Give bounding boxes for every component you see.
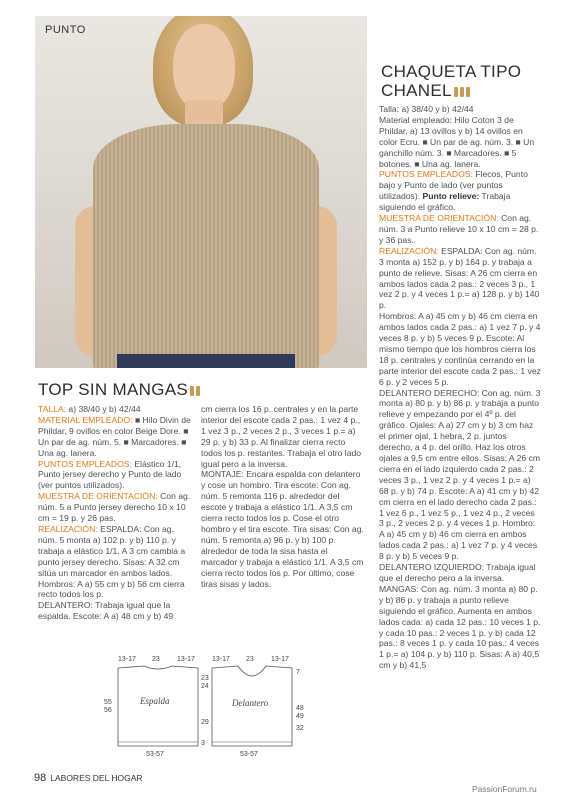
espalda-dim-h23: 23 — [201, 675, 209, 682]
delantero-label: Delantero — [232, 698, 269, 708]
chanel-muestra — [379, 213, 541, 246]
delantero-dim-h48: 48 — [296, 705, 304, 712]
top-muestra — [38, 491, 193, 524]
delantero-dim-top-mid: 23 — [246, 656, 254, 663]
chanel-instructions — [379, 104, 541, 671]
delantero-dim-h32: 32 — [296, 725, 304, 732]
top-delantero: DELANTERO: Trabaja igual que la espalda. Escote: A a) 48 cm y b) 49 — [38, 600, 174, 622]
chanel-title-line2: CHANEL — [381, 81, 452, 100]
espalda-dim-top-left: 13-17 — [118, 656, 136, 663]
top-talla-label: TALLA: — [38, 404, 67, 414]
yarn-icon — [190, 386, 194, 396]
page-number: 98 — [34, 772, 47, 784]
page-footer — [34, 772, 143, 784]
espalda-dim-bottom: 53-57 — [146, 751, 164, 758]
top-puntos — [38, 459, 193, 492]
chanel-delantero-izquierdo: DELANTERO IZQUIERDO: Trabaja igual que el derecho pero a la inversa. — [379, 562, 536, 583]
watermark: PassionForum.ru — [472, 784, 537, 794]
chanel-realizacion — [379, 246, 541, 311]
top-puntos-text: Elástico 1/1, Punto jersey derecho y Punto de lado (ver puntos utilizados). — [38, 458, 182, 491]
chanel-relieve-text: Trabaja siguiendo el gráfico. — [379, 191, 511, 213]
espalda-piece — [104, 656, 209, 758]
face — [173, 24, 235, 110]
top-montaje-text: MONTAJE: Encara espalda con delantero y cose un hombro. Tira escote: Con ag. núm. 5 remonta 116 p. alrededor del escote y trabaja a elástico 1/1. A 3,5 cm cierra recto todos los p. Cose el otro hombro y el tira escote. Tira sisas: Con ag. núm. 5 remonta a) 96 p. y b) 100 p. alrededor de toda la sisa hasta el marcador y trabaja a elástico 1/1. A 3,5 cm cierra recto todos los p. Por último, cose tiras sisas y lados. — [201, 469, 364, 589]
top-muestra-label: MUESTRA DE ORIENTACIÓN: — [38, 491, 158, 502]
espalda-label: Espalda — [140, 696, 170, 706]
chanel-title-line1: CHAQUETA TIPO — [381, 62, 522, 81]
espalda-dim-h29: 29 — [201, 719, 209, 726]
magazine-name: LABORES DEL HOGAR — [50, 773, 143, 783]
top-instructions-col2 — [201, 404, 364, 589]
top-realizacion — [38, 524, 193, 600]
jeans — [117, 354, 295, 368]
section-label: PUNTO — [45, 24, 86, 36]
chanel-puntos — [379, 169, 541, 213]
espalda-dim-h24: 24 — [201, 683, 209, 690]
model-photo — [35, 16, 367, 368]
top-title-text: TOP SIN MANGAS — [38, 380, 188, 399]
espalda-dim-h55: 55 — [104, 699, 112, 706]
knitted-top — [93, 124, 319, 368]
delantero-piece — [212, 656, 304, 758]
delantero-dim-top-right: 13-17 — [271, 656, 289, 663]
top-instructions-col1 — [38, 404, 193, 622]
espalda-dim-top-mid: 23 — [152, 656, 160, 663]
top-escote-text: cm cierra los 16 p. centrales y en la parte interior del escote cada 2 pas.: 1 vez 4 p., 1 vez 3 p., 2 veces 2 p., 3 veces 1 p.= a) 29 p. y b) 33 p. Al finalizar cierra recto todos los p. restantes. Trabaja el otro lado igual pero a la inversa. — [201, 404, 362, 469]
chanel-material-text: Hilo Coton 3 de Phildar, a) 13 ovillos y b) 14 ovillos en color Ecru. ■ Un par de ag. núm. 3. ■ Un ganchillo núm. 3. ■ Marcadores. ■ 5 botones. ■ Una ag. lanera. — [379, 114, 535, 169]
delantero-dim-top-left: 13-17 — [212, 656, 230, 663]
chanel-muestra-text: Con ag. núm. 3 a Punto relieve 10 x 10 cm = 28 p. y 36 pas. — [379, 213, 539, 245]
delantero-dim-h49: 49 — [296, 713, 304, 720]
chanel-muestra-label: MUESTRA DE ORIENTACIÓN: — [379, 213, 499, 224]
chanel-material-label: Material empleado: — [379, 114, 453, 125]
yarn-icon — [454, 87, 458, 97]
chanel-puntos-text: Flecos, Punto bajo y Punto de lado (ver puntos utilizados). — [379, 169, 528, 202]
chanel-realizacion-text: ESPALDA: Con ag. núm. 3 monta a) 152 p. y b) 164 p. y trabaja a punto de relieve. Sisas: A 26 cm cierra en ambos lados cada 2 pas.: 2 veces 3 p., 1 vez 2 p. y 4 veces 1 p.= a) 128 p. y b) 140 p. — [379, 245, 540, 311]
chanel-title-line2-wrap — [381, 81, 571, 100]
top-muestra-text: Con ag. núm. 5 a Punto jersey derecho 10 x 10 cm = 19 p. y 26 pas. — [38, 491, 191, 524]
top-material-label: MATERIAL EMPLEADO: — [38, 414, 133, 425]
espalda-dim-h3: 3 — [201, 740, 205, 747]
chanel-talla: Talla: a) 38/40 y b) 42/44 — [379, 104, 474, 114]
delantero-dim-h7: 7 — [296, 669, 300, 676]
chanel-realizacion-label: REALIZACIÓN: — [379, 245, 439, 256]
chanel-puntos-label: PUNTOS EMPLEADOS: — [379, 169, 473, 180]
top-talla — [38, 404, 193, 415]
yarn-icon — [466, 87, 470, 97]
chanel-delantero-derecho: DELANTERO DERECHO: Con ag. núm. 3 monta a) 80 p. y b) 86 p. y trabaja a punto relieve y empezando por el 4º p. del gráfico. Ojales: A a) 27 cm y b) 3 cm haz el primer ojal, 1 hebra, 2 p. juntos derecho, a 4 p. del orillo. Haz los otros ojales a 9,5 cm entre ellos. Sisas: A 26 cm cierra en el lado izquierdo cada 2 pas.: 2 veces 3 p., 1 vez 2 p. y 4 veces 1 p.= a) 68 p. y b) 74 p. Escote: A a) 41 cm y b) 42 cm cierra en el lado derecho cada 2 pas.: 1 vez 6 p., 1 vez 5 p., 1 vez 4 p., 2 veces 3 p., 2 veces 2 p. y 4 veces 1 p. Hombro: A a) 45 cm y b) 46 cm cierra en ambos lados cada 2 pas.: a) 1 vez 7 p. y 4 veces 8 p. y b) 5 veces 9 p. — [379, 387, 541, 562]
top-title — [38, 380, 200, 400]
top-material — [38, 415, 193, 459]
top-realizacion-label: REALIZACIÓN: — [38, 523, 98, 534]
pattern-schematic — [100, 652, 330, 762]
top-talla-text: a) 38/40 y b) 42/44 — [68, 404, 141, 414]
chanel-relieve-label: Punto relieve: — [422, 191, 480, 202]
yarn-icon — [196, 386, 200, 396]
delantero-dim-bottom: 53-57 — [240, 751, 258, 758]
chanel-title — [381, 62, 571, 100]
top-material-text: ■ Hilo Divin de Phildar, 9 ovillos en color Beige Dore. ■ Un par de ag. núm. 5. ■ Marcadores. ■ Una ag. lanera. — [38, 414, 191, 458]
top-realizacion-text: ESPALDA: Con ag. núm. 5 monta a) 102 p. y b) 110 p. y trabaja a elástico 1/1. A 3 cm cambia a punto jersey derecho. Sisas: A 32 cm sitúa un marcador en ambos lados. Hombros: A a) 55 cm y b) 56 cm cierra recto todos los p. — [38, 523, 186, 600]
yarn-icon — [460, 87, 464, 97]
top-puntos-label: PUNTOS EMPLEADOS: — [38, 458, 132, 469]
chanel-material — [379, 115, 541, 170]
chanel-hombros: Hombros: A a) 45 cm y b) 46 cm cierra en ambos lados cada 2 pas.: a) 1 vez 7 p. y 4 veces 8 p. y b) 5 veces 9 p. Escote: Al mismo tiempo que los hombros cierra los 18 p. centrales y continúa cerrando en la parte interior del escote cada 2 pas.: 1 vez 6 p. y 2 veces 5 p. — [379, 311, 541, 387]
chanel-mangas: MANGAS: Con ag. núm. 3 monta a) 80 p. y b) 86 p. y trabaja a punto relieve siguiendo el gráfico. Aumenta en ambos lados cada: a) cada 12 pas.: 10 veces 1 p. y cada 10 pas.: 2 veces 1 p. y b) cada 12 pas.: 8 veces 1 p. y cada 10 pas.: 4 veces 1 p.= a) 104 p. y b) 110 p. Sisas: A a) 40,5 cm y b) 41,5 — [379, 583, 541, 671]
espalda-dim-top-right: 13-17 — [177, 656, 195, 663]
espalda-dim-h56: 56 — [104, 707, 112, 714]
